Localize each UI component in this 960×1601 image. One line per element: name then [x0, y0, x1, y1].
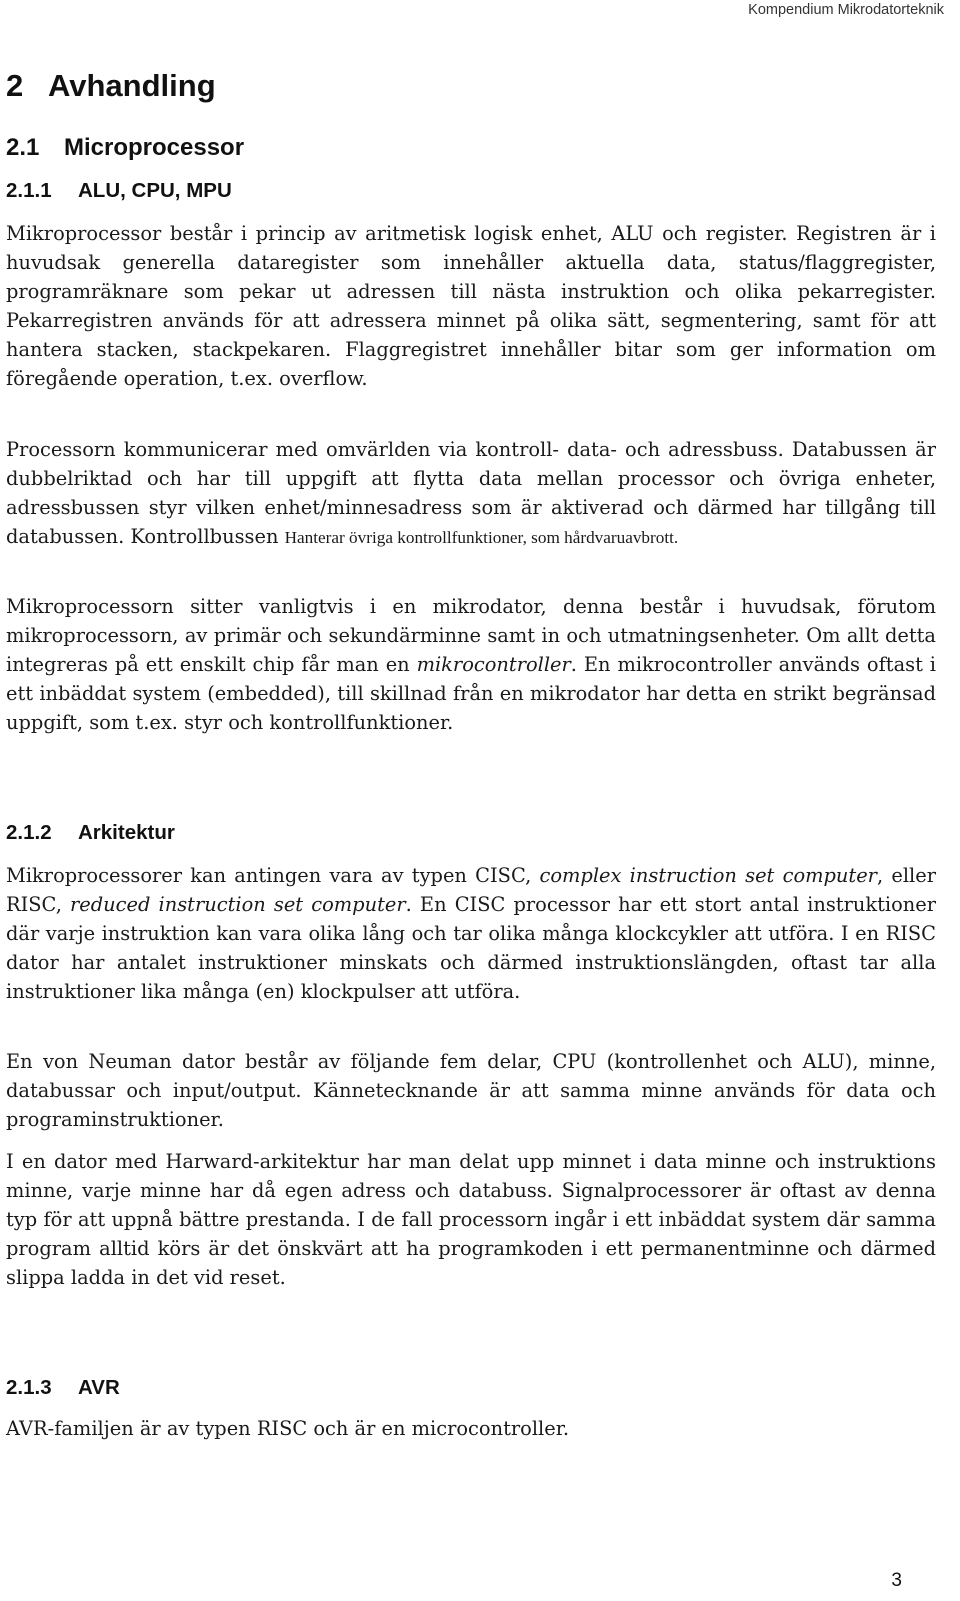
paragraph-buses-main: Processorn kommunicerar med omvärlden via kontroll- data- och adressbuss. Databussen är dubbelriktad och har till uppgift att flytta data mellan processor och övriga enheter, adressbussen styr vilken enhet/minnesadress som är aktiverad och därmed har tillgång till databussen. Kontrollbussen — [6, 438, 936, 548]
subsection-title: ALU, CPU, MPU — [78, 179, 232, 202]
subsection-number: 2.1.2 — [6, 821, 52, 844]
running-header: Kompendium Mikrodatorteknik — [748, 2, 944, 18]
term-cisc: complex instruction set computer — [539, 864, 877, 887]
paragraph-harward: I en dator med Harward-arkitektur har man delat upp minnet i data minne och instruktions minne, varje minne har då egen adress och databuss. Signalprocessorer är oftast av denna typ för att uppnå bättre prestanda. I de fall processorn ingår i ett inbäddat system där samma program alltid körs är det önskvärt att ha programkoden i ett permanentminne och därmed slippa ladda in det vid reset. — [6, 1150, 936, 1289]
subsection-heading-alu — [6, 179, 232, 203]
term-risc: reduced instruction set computer — [70, 893, 406, 916]
subsection-number: 2.1.1 — [6, 179, 52, 202]
paragraph-cisc-risc-text-3: . En CISC processor har ett stort antal instruktioner där varje instruktion kan vara olika lång och tar olika många klockcykler att utföra. I en RISC dator har antalet instruktioner minskats och därmed instruktionslängden, oftast tar alla instruktioner lika många (en) klockpulser att utföra. — [6, 893, 937, 1003]
paragraph-microcomputer — [6, 592, 936, 737]
paragraph-cisc-risc-text-1: Mikroprocessorer kan antingen vara av typen CISC, — [6, 864, 540, 887]
chapter-title: Avhandling — [48, 68, 216, 103]
paragraph-microcomputer-text-1: Mikroprocessorn sitter vanligtvis i en mikrodator, denna består i huvudsak, förutom mikroprocessorn, av primär och sekundärminne samt in och utmatningsenheter. Om allt detta integreras på ett enskilt chip får man en — [6, 595, 936, 676]
subsection-title: AVR — [78, 1376, 120, 1399]
paragraph-cisc-risc-text-2: , eller RISC, — [6, 864, 936, 916]
section-title: Microprocessor — [64, 134, 245, 161]
subsection-number: 2.1.3 — [6, 1376, 52, 1399]
paragraph-von-neuman: En von Neuman dator består av följande fem delar, CPU (kontrollenhet och ALU), minne, databussar och input/output. Kännetecknande är att samma minne används för data och programinstruktioner. — [6, 1050, 936, 1131]
section-heading — [6, 134, 244, 162]
paragraph-buses — [6, 435, 936, 552]
subsection-title: Arkitektur — [78, 821, 175, 844]
paragraph-cisc-risc — [6, 861, 936, 1006]
subsection-heading-arkitektur — [6, 821, 175, 845]
paragraph-avr: AVR-familjen är av typen RISC och är en microcontroller. — [6, 1417, 569, 1440]
paragraph-microcomputer-text-2: . En mikrocontroller används oftast i ett inbäddat system (embedded), till skillnad från en mikrodator har detta en strikt begränsad uppgift, som t.ex. styr och kontrollfunktioner. — [6, 653, 936, 734]
section-number: 2.1 — [6, 134, 40, 161]
page-number: 3 — [891, 1570, 902, 1591]
paragraph-alu-registers: Mikroprocessor består i princip av aritmetisk logisk enhet, ALU och register. Registren är i huvudsak generella dataregister som innehåller aktuella data, status/flaggregister, programräknare som pekar ut adressen till nästa instruktion och olika pekarregister. Pekarregistren används för att adressera minnet på olika sätt, segmentering, samt för att hantera stacken, stackpekaren. Flaggregistret innehåller bitar som ger information om föregående operation, t.ex. overflow. — [6, 222, 936, 390]
paragraph-buses-tail: Hanterar övriga kontrollfunktioner, som hårdvaruavbrott. — [284, 528, 679, 547]
chapter-number: 2 — [6, 68, 24, 103]
chapter-heading — [6, 68, 216, 104]
subsection-heading-avr — [6, 1376, 120, 1400]
term-mikrocontroller: mikrocontroller — [416, 653, 571, 676]
